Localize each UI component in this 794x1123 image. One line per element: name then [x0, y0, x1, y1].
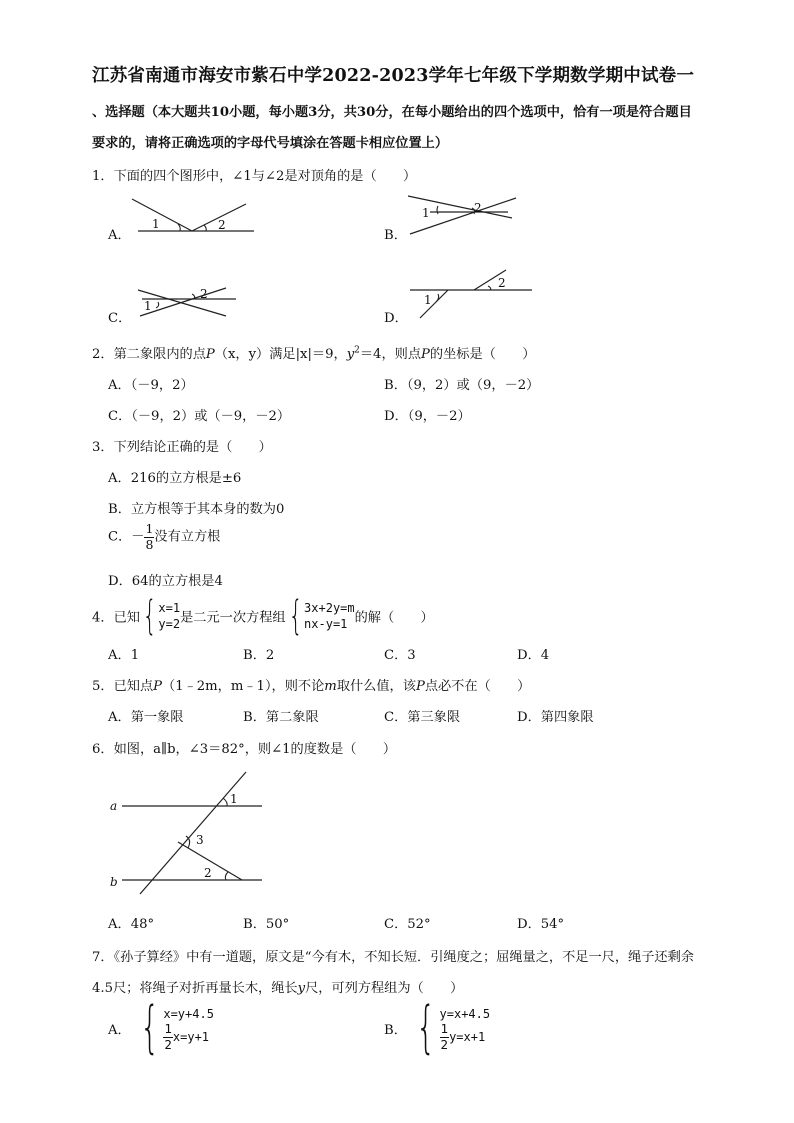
- q1-option-d-label: D．: [384, 311, 408, 326]
- q7-option-a: [108, 995, 214, 1060]
- fig-c-arc-1: [156, 302, 159, 308]
- q3-minus: －: [131, 529, 145, 545]
- q4-brace-1: {: [142, 593, 157, 639]
- q7-brace-b: {: [415, 995, 436, 1060]
- q4-option-c: C．3: [384, 648, 416, 663]
- q7-brace-a: {: [139, 995, 160, 1060]
- q4-sys2-row1: 3x+2y=m: [304, 601, 355, 615]
- fig-a-label-2: 2: [218, 218, 226, 232]
- q2-point-p: P: [205, 347, 215, 362]
- q7-line2a: 4.5尺；将绳子对折再量长木，绳长: [92, 981, 298, 996]
- q7-b-row2: [440, 1023, 491, 1051]
- q7-b-row1: y=x+4.5: [439, 1007, 491, 1021]
- q5-stem: [92, 675, 530, 694]
- fig-d-label-1: 1: [424, 293, 432, 307]
- fig-b-arc-1: [437, 206, 438, 214]
- q7-b-frac-num: 1: [440, 1021, 449, 1036]
- q5-stem-a: 5．已知点: [92, 679, 154, 694]
- q1-figure-c: [128, 280, 242, 324]
- q7-a-row2-text: x=y+1: [172, 1030, 210, 1044]
- fig-d-arc-2: [488, 286, 491, 290]
- q7-a-frac-den: 2: [164, 1036, 172, 1052]
- q4-suffix: 的解（ ）: [354, 610, 434, 626]
- q2-stem-c: ＝4，则点: [359, 347, 422, 362]
- q5-option-a: A．第一象限: [108, 710, 184, 725]
- q7-a-frac: [163, 1023, 173, 1051]
- q6-angle-label-1: 1: [230, 792, 238, 806]
- q7-var-y: y: [297, 981, 306, 996]
- fig-d-arc-1: [436, 294, 439, 302]
- q7-option-b-label: B．: [384, 1022, 407, 1038]
- fig-a-label-1: 1: [152, 217, 160, 231]
- q7-option-b-system: [384, 995, 491, 1060]
- q5-point-p: P: [153, 679, 163, 694]
- q6-arc-2: [225, 872, 228, 880]
- q6-option-b: B．50°: [243, 917, 290, 932]
- q2-stem-a: 2．第二象限内的点: [92, 347, 206, 362]
- q4-prefix: 4．已知: [92, 610, 140, 626]
- q4-sys2-row2: nx-y=1: [304, 617, 348, 631]
- q3-option-d: D．64的立方根是4: [108, 574, 223, 589]
- q7-option-b: [384, 995, 491, 1060]
- q5-option-d: D．第四象限: [517, 710, 594, 725]
- fig-b-label-1: 1: [422, 206, 430, 220]
- q6-arc-1: [223, 798, 227, 806]
- q3-option-c: [108, 523, 220, 551]
- fig-c-label-1: 1: [144, 299, 152, 313]
- fig-d-label-2: 2: [498, 276, 506, 290]
- q5-option-c: C．第三象限: [384, 710, 461, 725]
- q5-var-m: m: [324, 679, 337, 694]
- q5-stem-d: 点必不在（ ）: [424, 679, 531, 694]
- q6-label-a: a: [110, 799, 118, 813]
- q2-stem-d: 的坐标是（ ）: [429, 347, 536, 362]
- q4-sys1-row1: x=1: [158, 601, 181, 615]
- fig-b-label-2: 2: [474, 201, 482, 215]
- q6-figure: [100, 766, 270, 896]
- q1-figure-b: [400, 190, 522, 240]
- q3-frac-num: 1: [145, 521, 154, 536]
- q2-stem: [92, 343, 535, 362]
- q6-angle-label-3: 3: [196, 833, 204, 847]
- q3-fraction: [144, 523, 154, 551]
- q7-stem-line1: 7．《孙子算经》中有一道题，原文是“今有木，不知长短．引绳度之；屈绳量之，不足一尺，绳子还剩余: [92, 950, 694, 965]
- q7-option-a-label: A．: [108, 1022, 131, 1038]
- q3-option-c-text: 没有立方根: [154, 529, 221, 545]
- q6-stem: 6．如图，a∥b，∠3＝82°，则∠1的度数是（ ）: [92, 742, 397, 757]
- section-heading-line2: 要求的，请将正确选项的字母代号填涂在答题卡相应位置上）: [92, 136, 449, 151]
- q7-a-row2: [163, 1023, 214, 1051]
- q2-stem-b: （x，y）满足|x|＝9，: [214, 347, 347, 362]
- q3-stem: 3．下列结论正确的是（ ）: [92, 440, 272, 455]
- q6-angle-label-2: 2: [204, 866, 212, 880]
- q2-var-y: y: [346, 347, 355, 362]
- title-text: 江苏省南通市海安市紫石中学2022-2023学年七年级下学期数学期中试卷: [92, 66, 677, 86]
- q5-stem-c: 取什么值，该: [336, 679, 416, 694]
- q7-option-a-system: [108, 995, 214, 1060]
- q5-point-p2: P: [415, 679, 425, 694]
- page-title: [92, 62, 694, 87]
- q1-figure-a: [128, 196, 260, 244]
- q7-a-row1: x=y+4.5: [163, 1007, 214, 1021]
- q7-b-frac: [440, 1023, 450, 1051]
- q4-sys1-row2: y=2: [158, 617, 181, 631]
- q4-brace-2: {: [288, 593, 303, 639]
- q3-option-b: B．立方根等于其本身的数为0: [108, 502, 285, 517]
- q6-option-d: D．54°: [517, 917, 565, 932]
- q3-frac-den: 8: [145, 536, 154, 552]
- q4-system-2: [286, 593, 355, 639]
- q7-b-row2-text: y=x+1: [449, 1030, 486, 1044]
- q3-option-a: A．216的立方根是±6: [108, 471, 242, 486]
- q7-line2b: 尺，可列方程组为（ ）: [305, 981, 464, 996]
- q7-stem-line2: [92, 977, 463, 996]
- q2-option-d: D．（9，－2）: [384, 409, 471, 424]
- fig-c-label-2: 2: [200, 287, 208, 301]
- q6-option-a: A．48°: [108, 917, 155, 932]
- q4-stem: [92, 593, 434, 639]
- q7-b-frac-den: 2: [440, 1036, 449, 1052]
- q6-option-c: C．52°: [384, 917, 431, 932]
- q7-a-frac-num: 1: [164, 1021, 172, 1036]
- q2-point-p2: P: [421, 347, 430, 362]
- q4-option-d: D．4: [517, 648, 550, 663]
- q2-option-a: A．（－9，2）: [108, 378, 194, 393]
- section-heading-line1: 、选择题（本大题共10小题，每小题3分，共30分，在每小题给出的四个选项中，恰有一项是符合题目: [92, 105, 692, 120]
- q1-option-b-label: B．: [384, 228, 407, 243]
- q4-system-1: [140, 593, 181, 639]
- fig-a-line-left: [132, 199, 192, 231]
- q6-transversal: [140, 772, 246, 894]
- q1-option-a-label: A．: [108, 228, 131, 243]
- title-dash: 一: [676, 66, 695, 86]
- q5-option-b: B．第二象限: [243, 710, 319, 725]
- q1-stem: 1．下面的四个图形中，∠1与∠2是对顶角的是（ ）: [92, 169, 417, 184]
- fig-a-arc-2: [204, 225, 206, 231]
- q2-option-c: C．（－9，2）或（－9，－2）: [108, 409, 291, 424]
- q2-option-b: B．（9，2）或（9，－2）: [384, 378, 540, 393]
- q4-middle: 是二元一次方程组: [180, 610, 286, 626]
- q4-option-a: A．1: [108, 648, 140, 663]
- q5-stem-b: （1﹣2m，m﹣1），则不论: [162, 679, 325, 694]
- q3-option-c-label: C．: [108, 529, 132, 545]
- q1-figure-d: [402, 268, 538, 322]
- q6-label-b: b: [110, 875, 118, 889]
- q4-option-b: B．2: [243, 648, 275, 663]
- q1-option-c-label: C．: [108, 311, 132, 326]
- q2-superscript: 2: [354, 345, 360, 356]
